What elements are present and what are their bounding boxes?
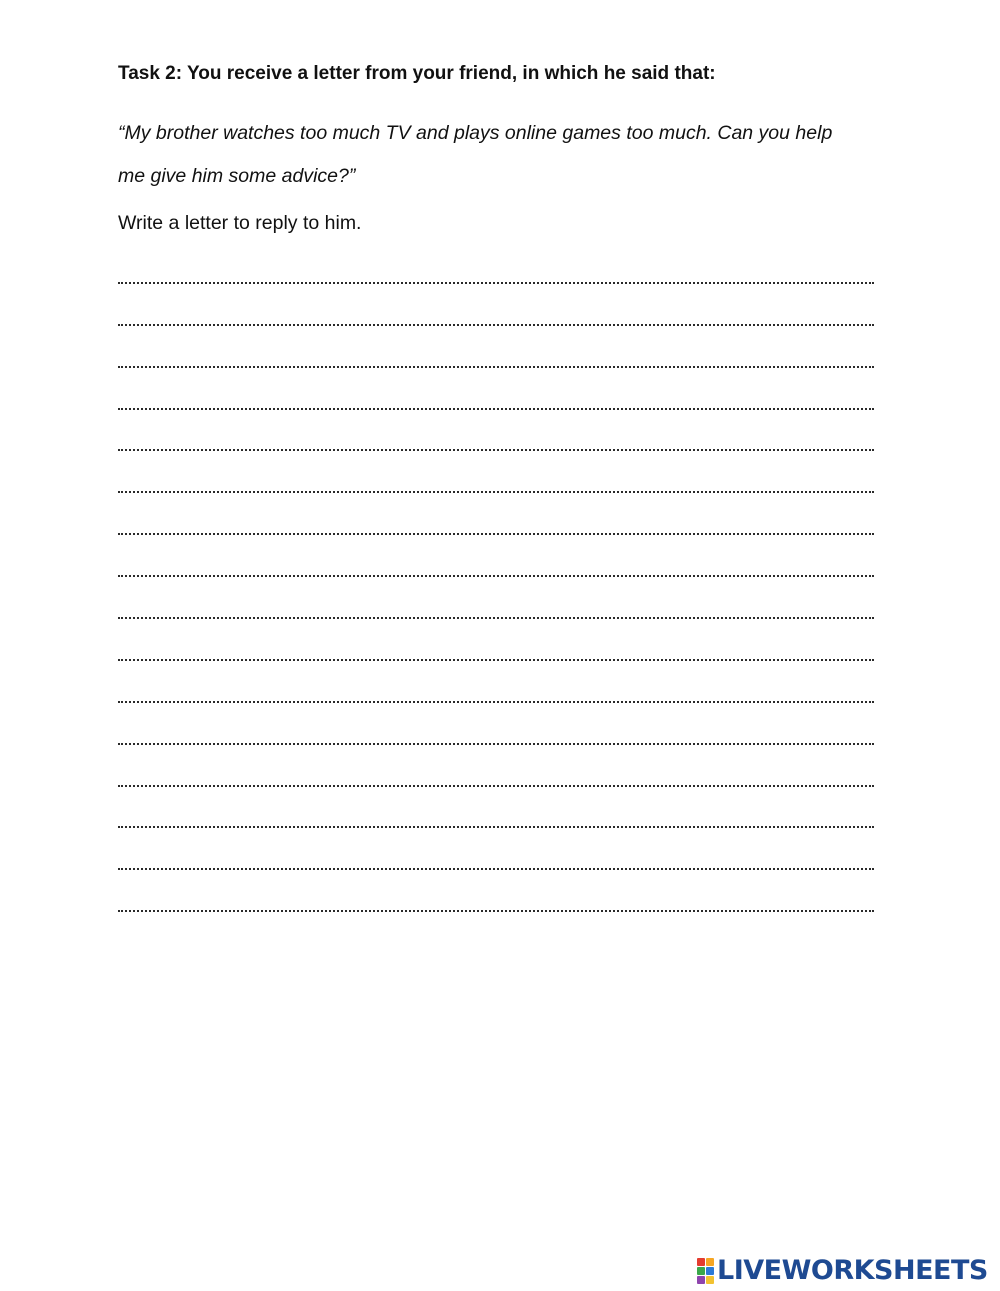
answer-line[interactable] [118,603,874,645]
answer-line[interactable] [118,687,874,729]
answer-line[interactable] [118,771,874,813]
answer-area[interactable] [118,268,874,938]
answer-line[interactable] [118,310,874,352]
friend-quote [118,112,888,198]
logo-mark-square [697,1276,705,1284]
answer-line[interactable] [118,477,874,519]
answer-line[interactable] [118,645,874,687]
answer-line[interactable] [118,268,874,310]
answer-line[interactable] [118,854,874,896]
logo-mark-square [706,1267,714,1275]
logo-text: LIVEWORKSHEETS [717,1255,988,1286]
logo-mark-square [706,1276,714,1284]
answer-line[interactable] [118,896,874,938]
answer-line[interactable] [118,813,874,855]
logo-mark-square [706,1258,714,1266]
quote-line-2: me give him some advice?” [118,165,356,187]
quote-line-1: “My brother watches too much TV and plays online games too much. Can you help [118,122,833,144]
answer-line[interactable] [118,519,874,561]
answer-line[interactable] [118,436,874,478]
task-title: Task 2: You receive a letter from your friend, in which he said that: [118,63,716,84]
answer-line[interactable] [118,394,874,436]
answer-line[interactable] [118,352,874,394]
instruction-text: Write a letter to reply to him. [118,212,362,234]
logo-mark-icon [697,1258,714,1284]
logo-mark-square [697,1267,705,1275]
liveworksheets-logo [697,1256,988,1286]
answer-line[interactable] [118,561,874,603]
answer-line[interactable] [118,729,874,771]
logo-mark-square [697,1258,705,1266]
